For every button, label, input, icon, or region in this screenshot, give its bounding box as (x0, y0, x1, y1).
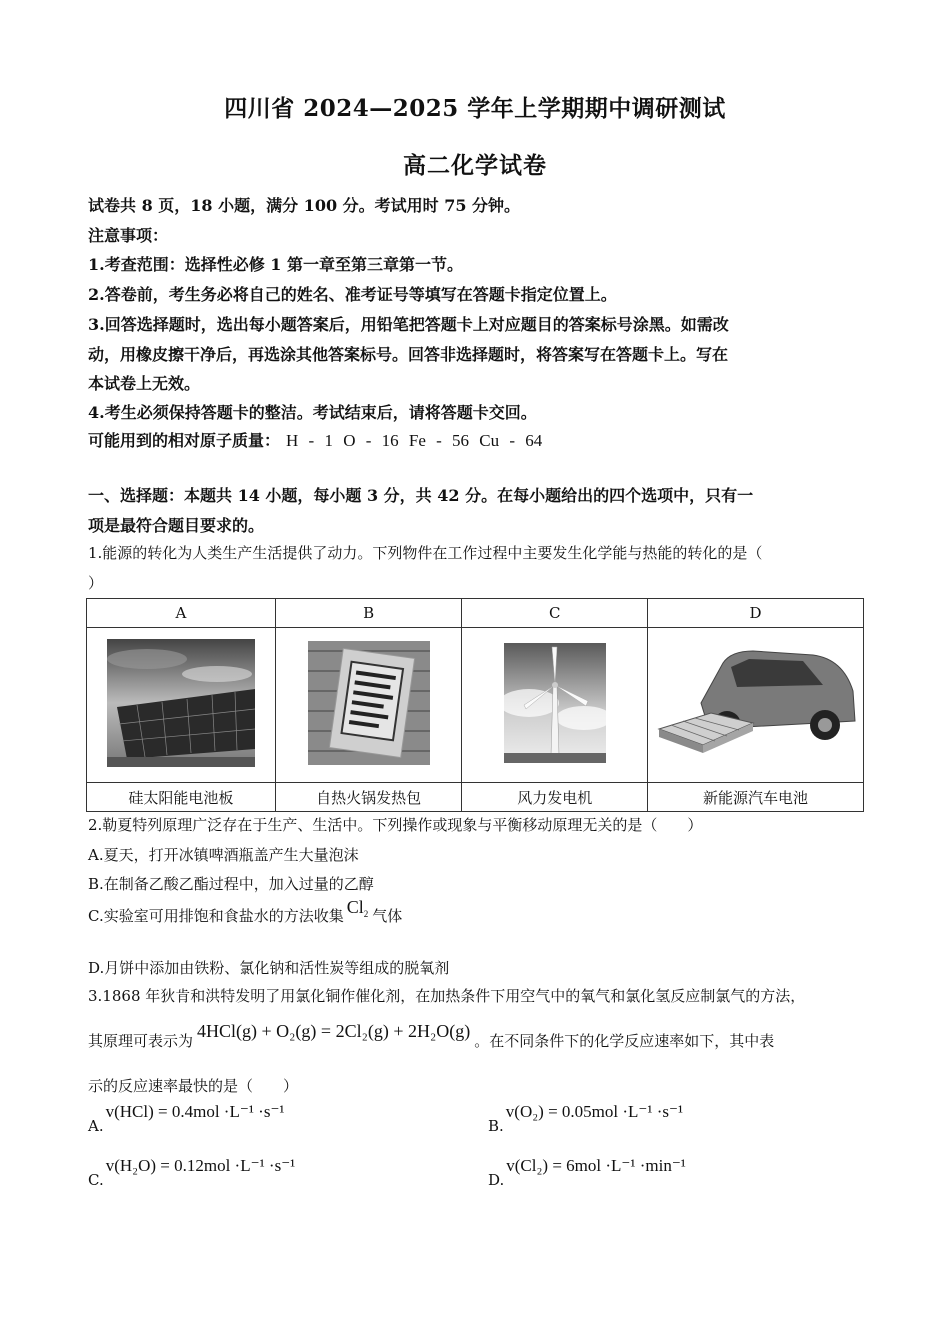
q1-col-d: D (648, 599, 864, 628)
q1-stem-line1: 1.能源的转化为人类生产生活提供了动力。下列物件在工作过程中主要发生化学能与热能的转化的是（ (88, 544, 763, 562)
heat-pack-image (275, 628, 462, 783)
q3-option-d (488, 1156, 686, 1190)
q3-stem-line2 (88, 1021, 775, 1051)
atomic-mass-values: H - 1 O - 16 Fe - 56 Cu - 64 (286, 431, 543, 450)
q3-option-c (88, 1156, 296, 1190)
section1-heading-line1: 一、选择题：本题共 14 小题，每小题 3 分，共 42 分。在每小题给出的四个选项中，只有一 (88, 486, 754, 505)
q1-col-b: B (275, 599, 462, 628)
atomic-mass-row (88, 428, 542, 451)
caption-c: 风力发电机 (462, 783, 648, 812)
q1-col-a: A (87, 599, 276, 628)
note-3-line3: 本试卷上无效。 (88, 374, 201, 393)
atomic-mass-label: 可能用到的相对原子质量： (88, 431, 281, 450)
q2-stem: 2.勒夏特列原理广泛存在于生产、生活中。下列操作或现象与平衡移动原理无关的是（ ） (88, 816, 703, 834)
solar-panel-image (87, 628, 276, 783)
q2-option-c (88, 897, 403, 927)
caption-d: 新能源汽车电池 (648, 783, 864, 812)
notes-heading: 注意事项： (88, 226, 169, 245)
q3-option-a-rate: v(HCl) = 0.4mol ·L⁻¹ ·s⁻¹ (105, 1102, 285, 1121)
caption-a: 硅太阳能电池板 (87, 783, 276, 812)
q3-option-d-letter: D. (488, 1171, 505, 1189)
q3-option-a (88, 1102, 285, 1136)
note-4: 4.考生必须保持答题卡的整洁。考试结束后，请将答题卡交回。 (88, 403, 537, 422)
q3-stem-line1: 3.1868 年狄肯和洪特发明了用氯化铜作催化剂，在加热条件下用空气中的氧气和氯化氢反应制氯气的方法， (88, 987, 806, 1005)
q3-option-b (488, 1102, 684, 1136)
chlorine-formula: Cl (346, 897, 364, 917)
q3-option-b-rate: v(O₂) = 0.05mol ·L⁻¹ ·s⁻¹ (505, 1102, 684, 1121)
q1-options-table (86, 598, 864, 812)
caption-b: 自热火锅发热包 (275, 783, 462, 812)
exam-subtitle: 高二化学试卷 (403, 152, 547, 179)
chlorine-subscript: 2 (363, 909, 369, 919)
exam-title: 四川省 2024—2025 学年上学期期中调研测试 (224, 95, 726, 122)
q2-option-c-suffix: 气体 (372, 907, 403, 925)
q2-option-a: A.夏天，打开冰镇啤酒瓶盖产生大量泡沫 (88, 846, 359, 864)
q3-option-a-letter: A. (88, 1117, 104, 1135)
q3-option-c-rate: v(H₂O) = 0.12mol ·L⁻¹ ·s⁻¹ (105, 1156, 296, 1175)
q2-option-c-text: C.实验室可用排饱和食盐水的方法收集 (88, 907, 344, 925)
section1-heading-line2: 项是最符合题目要求的。 (88, 516, 265, 535)
q2-option-b: B.在制备乙酸乙酯过程中，加入过量的乙醇 (88, 875, 374, 893)
q3-stem-line2-pre: 其原理可表示为 (88, 1032, 194, 1050)
note-1: 1.考查范围：选择性必修 1 第一章至第三章第一节。 (88, 255, 463, 274)
q3-option-b-letter: B. (488, 1117, 504, 1135)
q1-col-c: C (462, 599, 648, 628)
q3-option-d-rate: v(Cl₂) = 6mol ·L⁻¹ ·min⁻¹ (506, 1156, 686, 1175)
ev-battery-image (648, 628, 864, 783)
note-2: 2.答卷前，考生务必将自己的姓名、准考证号等填写在答题卡指定位置上。 (88, 285, 617, 304)
q3-option-c-letter: C. (88, 1171, 104, 1189)
q1-stem-line2: ） (88, 574, 104, 592)
exam-summary: 试卷共 8 页，18 小题，满分 100 分。考试用时 75 分钟。 (88, 196, 521, 215)
q3-stem-line2-post: 。在不同条件下的化学反应速率如下，其中表 (474, 1032, 775, 1050)
q3-stem-line3: 示的反应速率最快的是（ ） (88, 1077, 299, 1095)
wind-turbine-image (462, 628, 648, 783)
q2-option-d: D.月饼中添加由铁粉、氯化钠和活性炭等组成的脱氧剂 (88, 959, 450, 977)
note-3-line1: 3.回答选择题时，选出每小题答案后，用铅笔把答题卡上对应题目的答案标号涂黑。如需改 (88, 315, 729, 334)
note-3-line2: 动，用橡皮擦干净后，再选涂其他答案标号。回答非选择题时，将答案写在答题卡上。写在 (88, 345, 729, 364)
reaction-equation: 4HCl(g) + O₂(g) = 2Cl₂(g) + 2H₂O(g) (197, 1021, 471, 1041)
